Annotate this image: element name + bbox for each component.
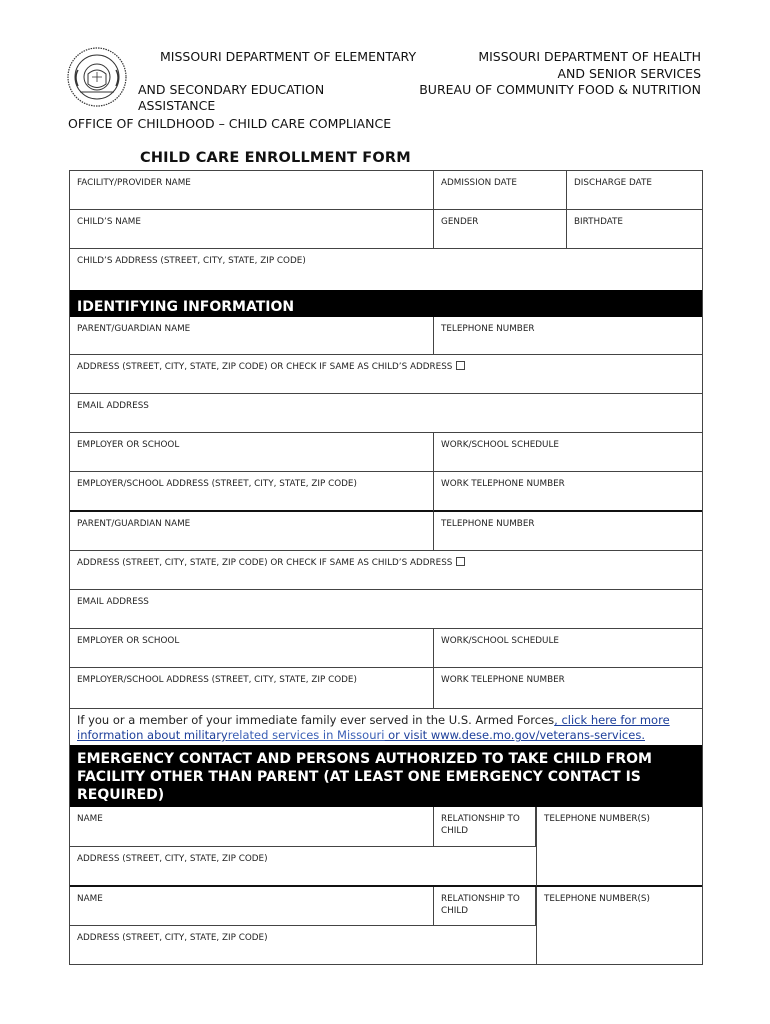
dhss-bureau-line: BUREAU OF COMMUNITY FOOD & NUTRITION	[419, 82, 701, 97]
birthdate-label: BIRTHDATE	[574, 217, 623, 227]
guardian1-employer-label: EMPLOYER OR SCHOOL	[77, 440, 180, 450]
contact2-phones-field[interactable]	[536, 887, 702, 964]
guardian1-employer-address-label: EMPLOYER/SCHOOL ADDRESS (STREET, CITY, STATE, ZIP CODE)	[77, 479, 357, 489]
enrollment-form-grid	[69, 170, 703, 965]
guardian2-phone-field[interactable]	[434, 512, 702, 551]
dhss-name-line2: AND SENIOR SERVICES	[557, 66, 701, 81]
dese-veterans-link[interactable]: or visit www.dese.mo.gov/veterans-services.	[384, 728, 645, 742]
dese-name-line2: AND SECONDARY EDUCATION	[138, 82, 325, 97]
contact1-phones-field[interactable]	[536, 807, 702, 887]
discharge-date-field[interactable]	[567, 171, 702, 210]
guardian1-schedule-field[interactable]	[434, 433, 702, 472]
guardian2-schedule-field[interactable]	[434, 629, 702, 668]
child-name-field[interactable]	[70, 210, 434, 249]
dese-name-line1: MISSOURI DEPARTMENT OF ELEMENTARY	[160, 49, 417, 64]
guardian1-email-field[interactable]	[70, 394, 702, 433]
guardian2-work-phone-label: WORK TELEPHONE NUMBER	[441, 675, 565, 685]
birthdate-field[interactable]	[567, 210, 702, 249]
facility-name-field[interactable]	[70, 171, 434, 210]
contact1-name-label: NAME	[77, 814, 103, 824]
guardian1-phone-field[interactable]	[434, 317, 702, 355]
contact2-address-field[interactable]	[70, 926, 536, 964]
guardian2-phone-label: TELEPHONE NUMBER	[441, 519, 535, 529]
contact2-name-label: NAME	[77, 894, 103, 904]
guardian2-employer-address-label: EMPLOYER/SCHOOL ADDRESS (STREET, CITY, STATE, ZIP CODE)	[77, 675, 357, 685]
guardian2-email-label: EMAIL ADDRESS	[77, 597, 149, 607]
guardian2-address-label: ADDRESS (STREET, CITY, STATE, ZIP CODE) OR CHECK IF SAME AS CHILD’S ADDRESS	[77, 558, 453, 568]
missouri-services-link[interactable]: related services in Missouri	[227, 728, 385, 742]
contact1-address-field[interactable]	[70, 847, 536, 887]
dhss-name-line1: MISSOURI DEPARTMENT OF HEALTH	[478, 49, 701, 64]
guardian1-address-label: ADDRESS (STREET, CITY, STATE, ZIP CODE) OR CHECK IF SAME AS CHILD’S ADDRESS	[77, 362, 453, 372]
gender-label: GENDER	[441, 217, 479, 227]
guardian1-address-field[interactable]	[70, 355, 702, 394]
guardian2-same-address-checkbox[interactable]	[456, 557, 465, 566]
admission-date-field[interactable]	[434, 171, 567, 210]
guardian1-schedule-label: WORK/SCHOOL SCHEDULE	[441, 440, 559, 450]
contact2-phones-label: TELEPHONE NUMBER(S)	[544, 894, 650, 904]
guardian1-name-label: PARENT/GUARDIAN NAME	[77, 324, 191, 334]
dese-name-line3: ASSISTANCE	[138, 98, 216, 113]
guardian1-work-phone-field[interactable]	[434, 472, 702, 512]
guardian1-same-address-checkbox[interactable]	[456, 361, 465, 370]
military-services-note	[70, 709, 702, 745]
guardian1-employer-field[interactable]	[70, 433, 434, 472]
child-address-label: CHILD’S ADDRESS (STREET, CITY, STATE, ZIP CODE)	[77, 256, 306, 266]
contact1-relationship-label: RELATIONSHIP TO CHILD	[441, 814, 520, 836]
gender-field[interactable]	[434, 210, 567, 249]
guardian2-work-phone-field[interactable]	[434, 668, 702, 709]
guardian2-employer-label: EMPLOYER OR SCHOOL	[77, 636, 180, 646]
admission-date-label: ADMISSION DATE	[441, 178, 517, 188]
guardian1-email-label: EMAIL ADDRESS	[77, 401, 149, 411]
military-note-text: If you or a member of your immediate family ever served in the U.S. Armed Forces	[77, 713, 555, 727]
facility-name-label: FACILITY/PROVIDER NAME	[77, 178, 191, 188]
guardian2-name-label: PARENT/GUARDIAN NAME	[77, 519, 191, 529]
contact2-address-label: ADDRESS (STREET, CITY, STATE, ZIP CODE)	[77, 933, 268, 943]
dese-office-line: OFFICE OF CHILDHOOD – CHILD CARE COMPLIANCE	[68, 116, 392, 131]
guardian2-email-field[interactable]	[70, 590, 702, 629]
form-title: CHILD CARE ENROLLMENT FORM	[140, 150, 411, 166]
emergency-contact-heading: EMERGENCY CONTACT AND PERSONS AUTHORIZED TO TAKE CHILD FROM FACILITY OTHER THAN PARENT (AT LEAST ONE EMERGENCY CONTACT IS REQUIRED)	[70, 745, 702, 807]
guardian2-employer-address-field[interactable]	[70, 668, 434, 709]
child-name-label: CHILD’S NAME	[77, 217, 141, 227]
contact2-relationship-label: RELATIONSHIP TO CHILD	[441, 894, 520, 916]
contact2-name-field[interactable]	[70, 887, 434, 926]
contact1-address-label: ADDRESS (STREET, CITY, STATE, ZIP CODE)	[77, 854, 268, 864]
identifying-information-heading: IDENTIFYING INFORMATION	[70, 290, 702, 317]
guardian1-phone-label: TELEPHONE NUMBER	[441, 324, 535, 334]
contact1-name-field[interactable]	[70, 807, 434, 847]
contact2-relationship-field[interactable]	[434, 887, 536, 926]
guardian1-employer-address-field[interactable]	[70, 472, 434, 512]
contact1-relationship-field[interactable]	[434, 807, 536, 847]
guardian2-address-field[interactable]	[70, 551, 702, 590]
child-address-field[interactable]	[70, 249, 702, 290]
missouri-state-seal	[66, 46, 128, 108]
guardian2-employer-field[interactable]	[70, 629, 434, 668]
discharge-date-label: DISCHARGE DATE	[574, 178, 652, 188]
guardian1-name-field[interactable]	[70, 317, 434, 355]
guardian2-name-field[interactable]	[70, 512, 434, 551]
guardian2-schedule-label: WORK/SCHOOL SCHEDULE	[441, 636, 559, 646]
contact1-phones-label: TELEPHONE NUMBER(S)	[544, 814, 650, 824]
military-info-link[interactable]: , click here for more information about military	[77, 713, 670, 742]
guardian1-work-phone-label: WORK TELEPHONE NUMBER	[441, 479, 565, 489]
